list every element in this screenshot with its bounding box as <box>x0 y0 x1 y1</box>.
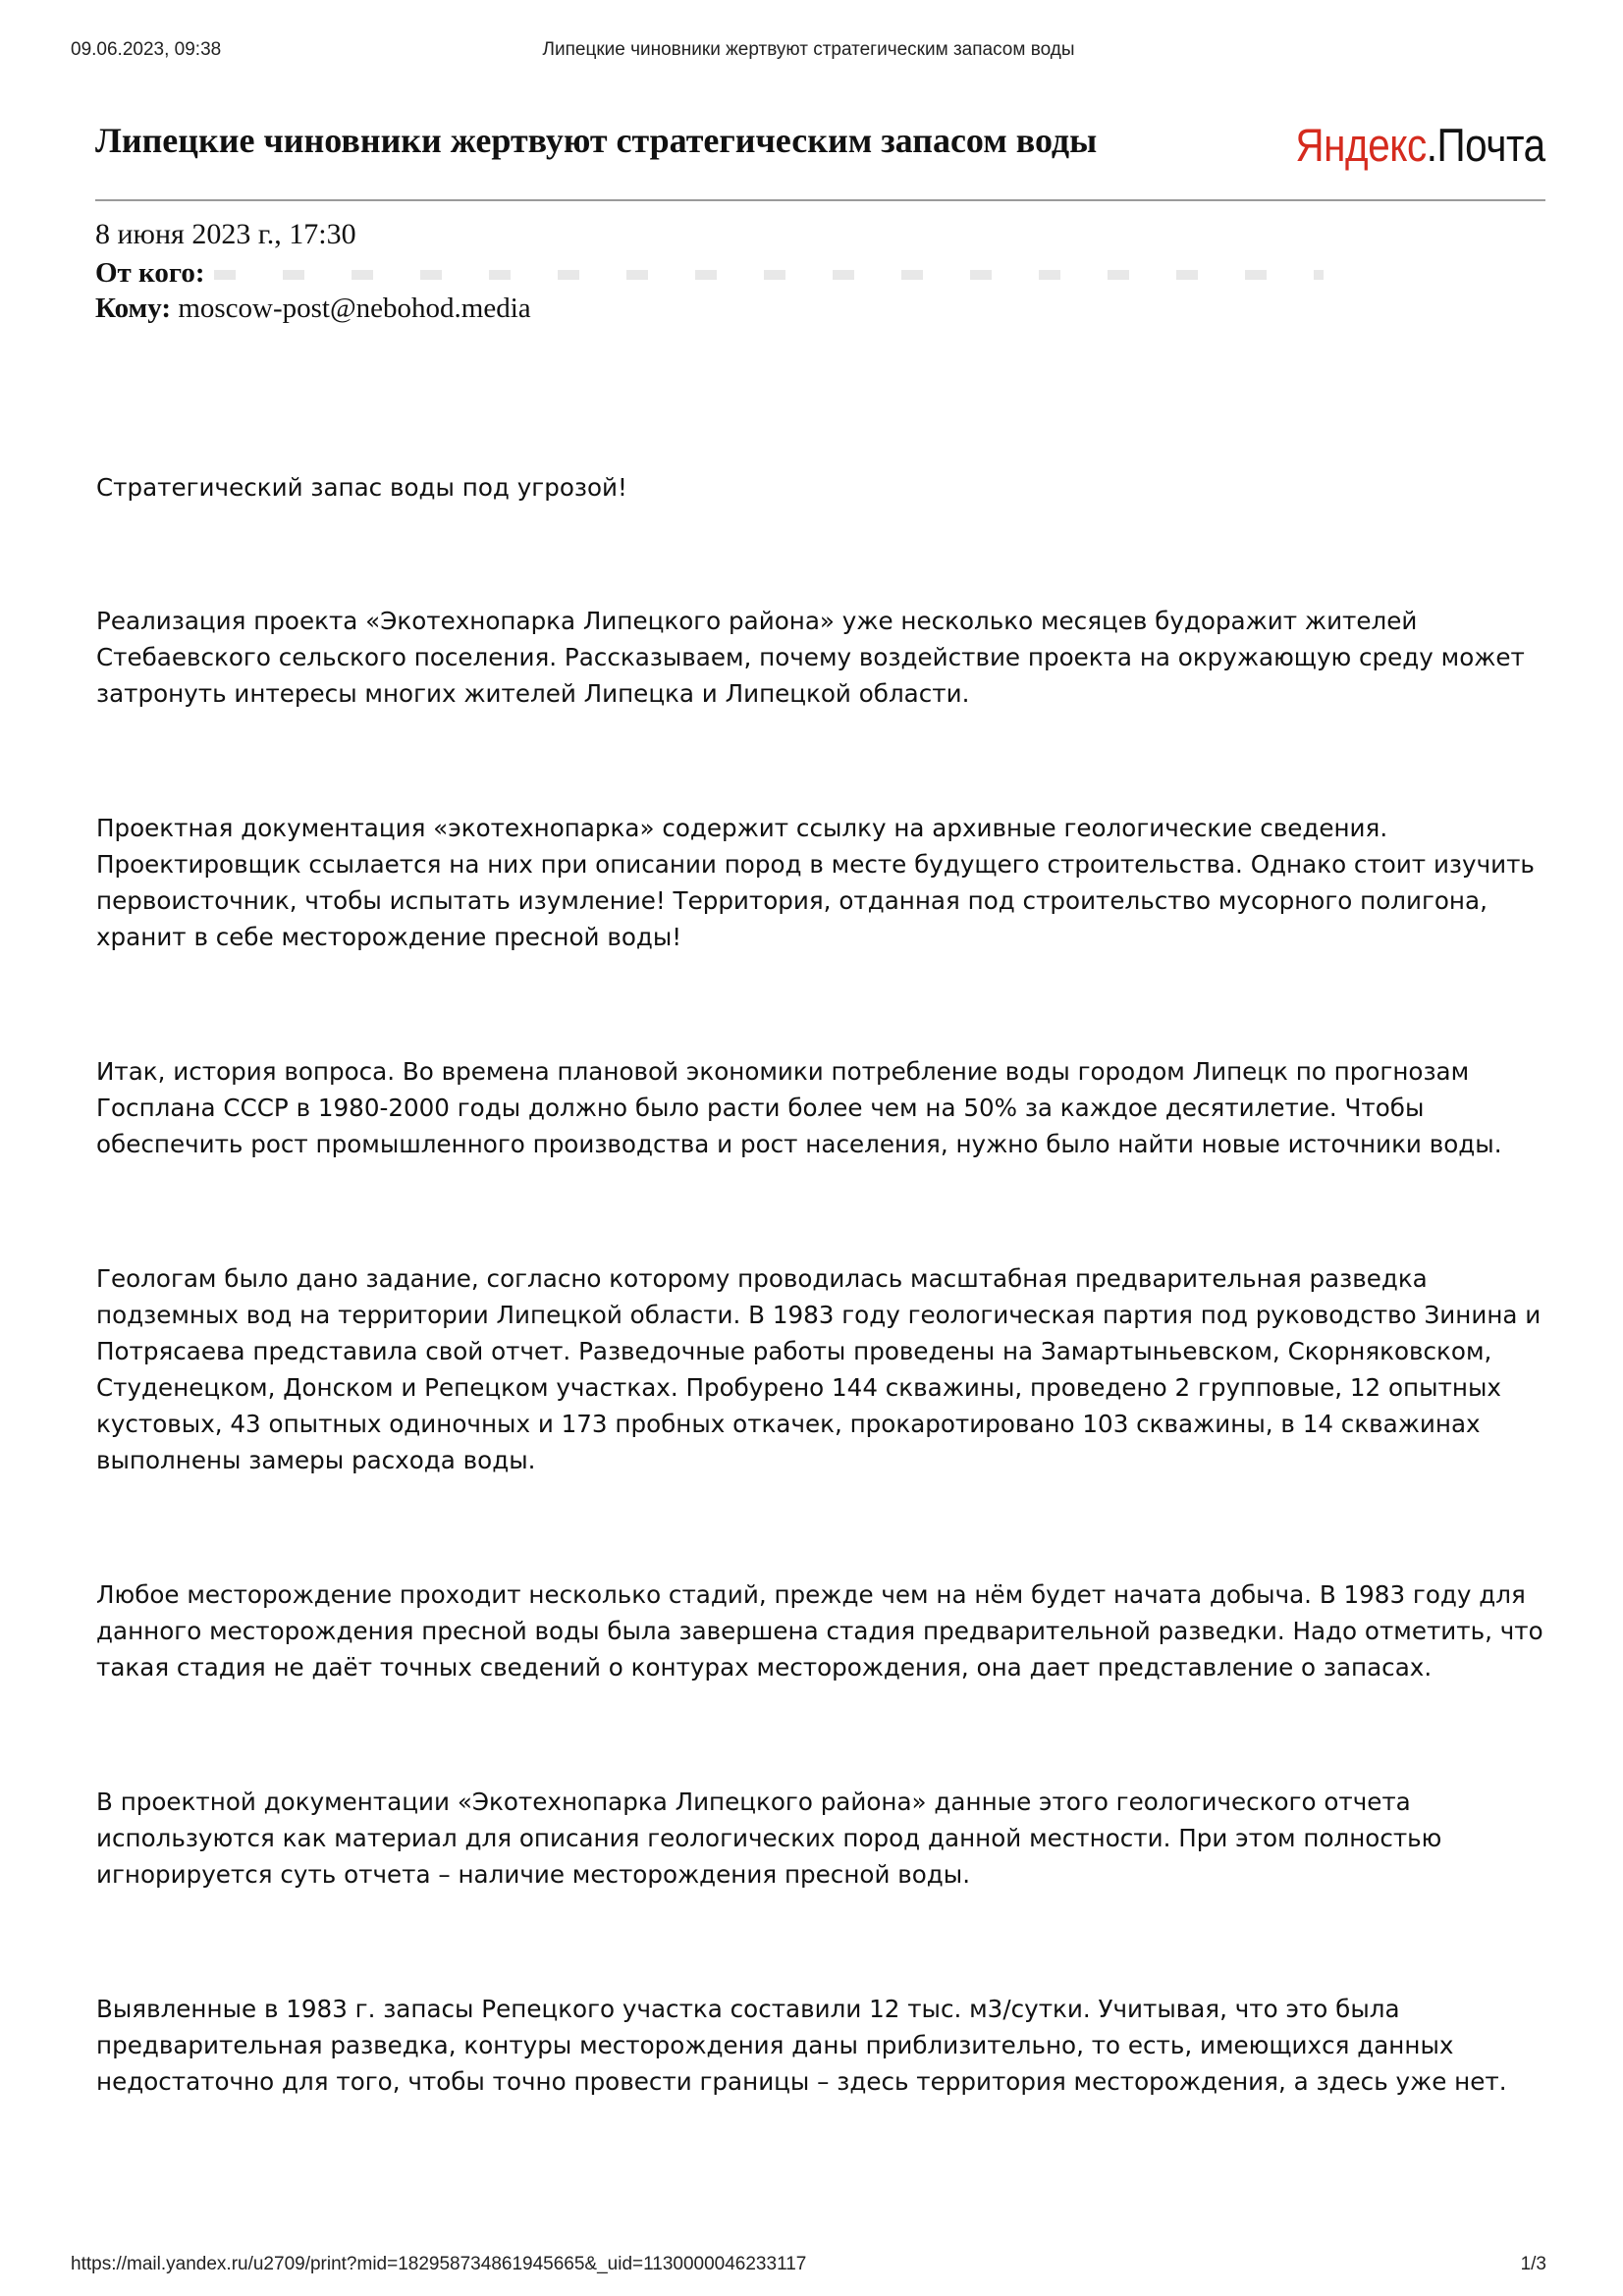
body-paragraph: Выявленные в 1983 г. запасы Репецкого участка составили 12 тыс. м3/сутки. Учитывая, что это была предварительная разведка, контуры месторождения даны приблизительно, то есть, имеющихся данных недостаточно для того, чтобы точно провести границы – здесь территория месторождения, а здесь уже нет. <box>96 1995 1507 2096</box>
body-paragraph: В проектной документации «Экотехнопарка Липецкого района» данные этого геологического отчета используются как материал для описания геологических пород данной местности. При этом полностью игнорируется суть отчета – наличие месторождения пресной воды. <box>96 1788 1442 1889</box>
print-timestamp: 09.06.2023, 09:38 <box>71 39 222 60</box>
page-number: 1/3 <box>1520 2254 1546 2274</box>
body-paragraph: Любое месторождение проходит несколько стадий, прежде чем на нём будет начата добыча. В 1983 году для данного месторождения пресной воды была завершена стадия предварительной разведки. Надо отметить, что такая стадия не даёт точных сведений о контурах месторождения, она дает представление о запасах. <box>96 1580 1543 1682</box>
email-date: 8 июня 2023 г., 17:30 <box>95 218 356 250</box>
logo-yandex-text: Яндекс <box>1295 119 1428 171</box>
logo-mail-text: .Почта <box>1427 119 1545 171</box>
print-header <box>71 39 1546 69</box>
email-subject: Липецкие чиновники жертвуют стратегическим запасом воды <box>95 121 1098 160</box>
yandex-mail-logo <box>1296 118 1545 172</box>
email-header <box>95 116 1545 204</box>
email-body <box>96 469 1549 2198</box>
redacted-sender <box>214 270 1324 280</box>
print-footer <box>71 2254 1546 2275</box>
from-label: От кого: <box>95 257 205 289</box>
email-to-row <box>95 293 531 325</box>
body-paragraph: Проектная документация «экотехнопарка» содержит ссылку на архивные геологические сведения. Проектировщик ссылается на них при описании пород в месте будущего строительства. Однако стоит изучить первоисточник, чтобы испытать изумление! Территория, отданная под строительство мусорного полигона, хранит в себе месторождение пресной воды! <box>96 814 1535 951</box>
body-paragraph: Стратегический запас воды под угрозой! <box>96 473 627 502</box>
body-paragraph: Реализация проекта «Экотехнопарка Липецкого района» уже несколько месяцев будоражит жителей Стебаевского сельского поселения. Рассказываем, почему воздействие проекта на окружающую среду может затронуть интересы многих жителей Липецка и Липецкой области. <box>96 607 1525 708</box>
print-url: https://mail.yandex.ru/u2709/print?mid=182958734861945665&_uid=1130000046233117 <box>71 2254 807 2274</box>
to-label: Кому: <box>95 293 172 324</box>
to-address: moscow-post@nebohod.media <box>178 293 531 324</box>
body-paragraph: Геологам было дано задание, согласно которому проводилась масштабная предварительная разведка подземных вод на территории Липецкой области. В 1983 году геологическая партия под руководство Зинина и Потрясаева представила свой отчет. Разведочные работы проведены на Замартыньевском, Скорняковском, Студенецком, Донском и Репецком участках. Пробурено 144 скважины, проведено 2 групповые, 12 опытных кустовых, 43 опытных одиночных и 173 пробных откачек, прокаротировано 103 скважины, в 14 скважинах выполнены замеры расхода воды. <box>96 1264 1542 1474</box>
email-from-row <box>95 257 1324 290</box>
header-divider <box>95 199 1545 201</box>
print-document-title: Липецкие чиновники жертвуют стратегическим запасом воды <box>542 39 1075 60</box>
body-paragraph: Итак, история вопроса. Во времена плановой экономики потребление воды городом Липецк по прогнозам Госплана СССР в 1980-2000 годы должно было расти более чем на 50% за каждое десятилетие. Чтобы обеспечить рост промышленного производства и рост населения, нужно было найти новые источники воды. <box>96 1057 1502 1158</box>
